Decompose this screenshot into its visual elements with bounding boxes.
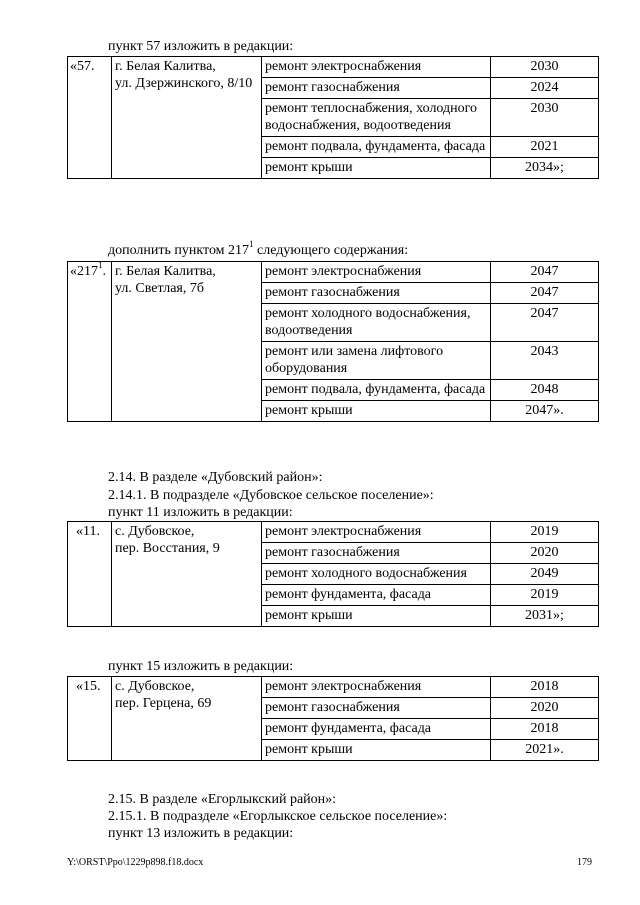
page-number: 179 <box>577 857 592 868</box>
address-city: с. Дубовское, <box>115 679 195 694</box>
heading-2-14: 2.14. В разделе «Дубовский район»: <box>108 470 323 485</box>
year: 2018 <box>491 677 599 698</box>
work-type: ремонт электроснабжения <box>262 57 491 78</box>
paragraph-intro-11: пункт 11 изложить в редакции: <box>108 505 293 520</box>
paragraph-intro-15: пункт 15 изложить в редакции: <box>108 659 294 674</box>
work-type: ремонт крыши <box>262 158 491 179</box>
heading-2-15: 2.15. В разделе «Егорлыкский район»: <box>108 792 337 807</box>
work-type: ремонт подвала, фундамента, фасада <box>262 380 491 401</box>
work-type: ремонт холодного водоснабжения, водоотведения <box>262 304 491 342</box>
year: 2031»; <box>491 606 599 627</box>
year: 2019 <box>491 522 599 543</box>
footer-file-path: Y:\ORST\Ppo\1229p898.f18.docx <box>67 857 204 868</box>
paragraph-intro-57: пункт 57 изложить в редакции: <box>108 39 294 54</box>
work-type: ремонт холодного водоснабжения <box>262 564 491 585</box>
item-number: «15. <box>68 677 112 761</box>
work-type: ремонт крыши <box>262 401 491 422</box>
work-type: ремонт подвала, фундамента, фасада <box>262 137 491 158</box>
year: 2030 <box>491 57 599 78</box>
work-type: ремонт электроснабжения <box>262 677 491 698</box>
heading-2-14-1: 2.14.1. В подразделе «Дубовское сельское поселение»: <box>108 488 434 503</box>
work-type: ремонт фундамента, фасада <box>262 585 491 606</box>
work-type: ремонт или замена лифтового оборудования <box>262 342 491 380</box>
work-type: ремонт фундамента, фасада <box>262 719 491 740</box>
table-row <box>68 522 599 543</box>
table-item-217 <box>67 261 599 422</box>
address-cell <box>112 522 262 627</box>
year: 2021 <box>491 137 599 158</box>
work-type: ремонт газоснабжения <box>262 543 491 564</box>
table-row <box>68 262 599 283</box>
intro-text: дополнить пунктом 217 <box>108 243 250 258</box>
year: 2019 <box>491 585 599 606</box>
item-number: «$217^1$. <box>68 262 112 422</box>
intro-text: следующего содержания: <box>253 243 409 258</box>
table-item-57 <box>67 56 599 179</box>
work-type: ремонт теплоснабжения, холодного водоснабжения, водоотведения <box>262 99 491 137</box>
superscript: 1 <box>249 239 254 250</box>
paragraph-intro-217 <box>108 239 409 259</box>
table-item-15 <box>67 676 599 761</box>
address-city: г. Белая Калитва, <box>115 59 216 74</box>
year: 2048 <box>491 380 599 401</box>
work-type: ремонт крыши <box>262 740 491 761</box>
work-type: ремонт электроснабжения <box>262 522 491 543</box>
heading-2-15-1: 2.15.1. В подразделе «Егорлыкское сельское поселение»: <box>108 809 448 824</box>
year: 2024 <box>491 78 599 99</box>
year: 2047 <box>491 304 599 342</box>
address-street: ул. Светлая, 7б <box>115 281 204 296</box>
work-type: ремонт газоснабжения <box>262 78 491 99</box>
year: 2020 <box>491 543 599 564</box>
paragraph-intro-13: пункт 13 изложить в редакции: <box>108 826 294 841</box>
item-number: «11. <box>68 522 112 627</box>
address-cell <box>112 677 262 761</box>
year: 2018 <box>491 719 599 740</box>
year: 2047 <box>491 283 599 304</box>
address-city: г. Белая Калитва, <box>115 264 216 279</box>
work-type: ремонт крыши <box>262 606 491 627</box>
year: 2047 <box>491 262 599 283</box>
table-row <box>68 677 599 698</box>
year: 2021». <box>491 740 599 761</box>
item-number: «57. <box>68 57 112 179</box>
work-type: ремонт газоснабжения <box>262 283 491 304</box>
address-cell <box>112 262 262 422</box>
address-street: пер. Восстания, 9 <box>115 541 220 556</box>
year: 2034»; <box>491 158 599 179</box>
address-street: пер. Герцена, 69 <box>115 696 212 711</box>
work-type: ремонт газоснабжения <box>262 698 491 719</box>
year: 2030 <box>491 99 599 137</box>
year: 2020 <box>491 698 599 719</box>
work-type: ремонт электроснабжения <box>262 262 491 283</box>
year: 2047». <box>491 401 599 422</box>
year: 2043 <box>491 342 599 380</box>
table-row <box>68 57 599 78</box>
address-cell <box>112 57 262 179</box>
address-street: ул. Дзержинского, 8/10 <box>115 76 253 91</box>
year: 2049 <box>491 564 599 585</box>
address-city: с. Дубовское, <box>115 524 195 539</box>
table-item-11 <box>67 521 599 627</box>
